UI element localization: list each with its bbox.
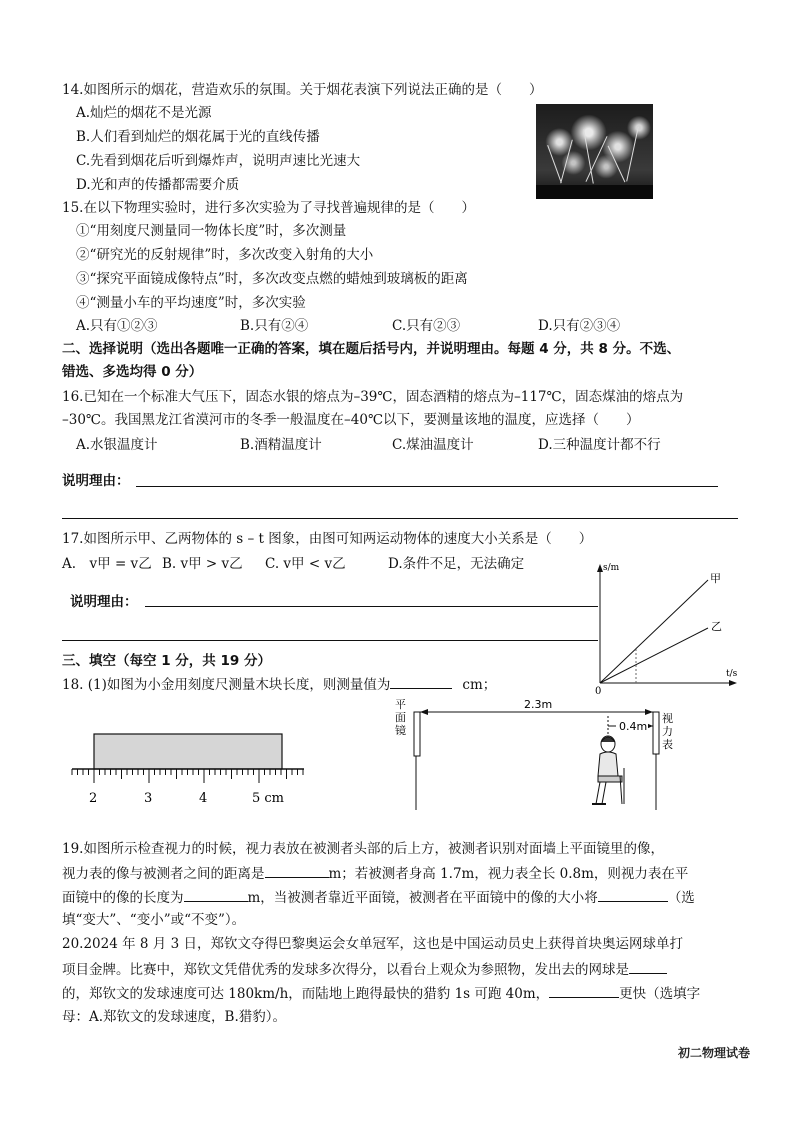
q18-unit: cm；: [462, 677, 497, 693]
q17-option-c: C. v甲 < v乙: [265, 556, 346, 572]
q20-line-2: [62, 960, 667, 979]
q20-line-1: 20.2024 年 8 月 3 日，郑钦文夺得巴黎奥运会女单冠军，这也是中国运动员史上获得首块奥运网球单打: [62, 936, 683, 952]
eye-chart: [653, 712, 659, 754]
q20-line-3a: 的，郑钦文的发球速度可达 180km/h，而陆地上跑得最快的猎豹 1s 可跑 40m，: [62, 986, 550, 1002]
q15-stem: 15.在以下物理实验时，进行多次实验为了寻找普遍规律的是（ ）: [62, 200, 475, 216]
q14-stem: 14.如图所示的烟花，营造欢乐的氛围。关于烟花表演下列说法正确的是（ ）: [62, 82, 543, 98]
q14-option-b: B.人们看到灿烂的烟花属于光的直线传播: [76, 129, 320, 145]
q18-stem: [62, 675, 496, 694]
q17-reason-line-2[interactable]: [62, 640, 598, 641]
q15-option-d: D.只有②③④: [538, 318, 621, 334]
q16-option-c: C.煤油温度计: [392, 437, 474, 453]
st-label-jia: 甲: [710, 572, 721, 585]
q18-answer-blank[interactable]: [390, 675, 452, 689]
q19-line-2a: 视力表的像与被测者之间的距离是: [62, 866, 265, 882]
q16-reason-line-1[interactable]: [136, 486, 718, 487]
mirror-label-1: 平: [395, 698, 406, 711]
section2-heading-cont: 错选、多选均得 0 分）: [62, 364, 203, 380]
q17-reason-line-1[interactable]: [145, 606, 598, 607]
q16-reason-label: 说明理由：: [62, 473, 130, 489]
q15-option-b: B.只有②④: [240, 318, 309, 334]
q19-line-3b: m，当被测者靠近平面镜，被测者在平面镜中的像的大小将: [247, 890, 598, 906]
st-line-jia: [600, 580, 708, 683]
q15-item-3: ③“探究平面镜成像特点”时，多次改变点燃的蜡烛到玻璃板的距离: [76, 271, 468, 287]
q19-line-3c: （选: [667, 890, 695, 906]
seated-person: [592, 736, 624, 804]
q16-option-d: D.三种温度计都不行: [538, 437, 661, 453]
q20-line-3b: 更快（选填字: [619, 986, 701, 1002]
q19-line-4: 填“变大”、“变小”或“不变”）。: [62, 912, 246, 928]
st-graph-x-label: t/s: [726, 669, 738, 679]
ruler-label-3: 3: [144, 791, 153, 806]
q19-line-1: 19.如图所示检查视力的时候，视力表放在被测者头部的后上方，被测者识别对面墙上平面镜里的像，: [62, 841, 664, 857]
mirror-label-3: 镜: [395, 724, 406, 737]
q17-option-a: A. v甲 = v乙: [62, 556, 152, 572]
q17-option-b: B. v甲 > v乙: [162, 556, 243, 572]
mirror-label-2: 面: [395, 711, 406, 724]
st-graph-y-label: s/m: [603, 563, 620, 573]
st-line-yi: [600, 628, 708, 683]
dist-total-arrow-right: [645, 709, 653, 715]
q18-stem-text: 18. (1)如图为小金用刻度尺测量木块长度，则测量值为: [62, 677, 391, 693]
q15-item-2: ②“研究光的反射规律”时，多次改变入射角的大小: [76, 247, 374, 263]
q17-option-d: D.条件不足，无法确定: [388, 556, 525, 572]
plane-mirror: [414, 712, 420, 756]
q16-stem-2: –30℃。我国黑龙江省漠河市的冬季一般温度在–40℃以下，要测量该地的温度，应选择（ ）: [62, 412, 640, 428]
ruler-ticks: [72, 769, 303, 783]
ruler-figure: [66, 728, 316, 810]
section2-heading: 二、选择说明（选出各题唯一正确的答案，填在题后括号内，并说明理由。每题 4 分，共 8 分。不选、: [62, 341, 681, 357]
ruler-label-2: 2: [89, 791, 98, 806]
st-graph-x-arrow: [729, 680, 737, 686]
q20-blank-2[interactable]: [549, 984, 619, 998]
ruler-label-4: 4: [199, 791, 208, 806]
q15-item-1: ①“用刻度尺测量同一物体长度”时，多次测量: [76, 223, 347, 239]
q20-line-3: [62, 984, 700, 1003]
q14-option-c: C.先看到烟花后听到爆炸声，说明声速比光速大: [76, 153, 361, 169]
q19-blank-2[interactable]: [184, 888, 248, 902]
fireworks-photo: [536, 104, 653, 199]
chart-label-1: 视: [662, 712, 673, 725]
chart-label-3: 表: [662, 738, 673, 751]
q19-line-3: [62, 888, 695, 907]
chart-label-2: 力: [662, 725, 673, 738]
vision-figure: [392, 698, 688, 816]
q19-blank-1[interactable]: [265, 864, 329, 878]
q17-stem: 17.如图所示甲、乙两物体的 s – t 图象，由图可知两运动物体的速度大小关系是（ ）: [62, 531, 593, 547]
q16-reason-line-2[interactable]: [62, 518, 738, 519]
dist-total-arrow-left: [420, 709, 428, 715]
st-graph: [588, 558, 748, 696]
q14-option-a: A.灿烂的烟花不是光源: [76, 105, 212, 121]
q15-option-c: C.只有②③: [392, 318, 461, 334]
page-footer: 初二物理试卷: [677, 1046, 750, 1060]
ruler-label-5cm: 5 cm: [252, 791, 285, 806]
chart-label: [662, 712, 677, 751]
q16-option-b: B.酒精温度计: [240, 437, 322, 453]
q16-option-a: A.水银温度计: [76, 437, 158, 453]
q19-line-2: [62, 864, 688, 883]
q16-stem-1: 16.已知在一个标准大气压下，固态水银的熔点为–39℃，固态酒精的熔点为–117℃，固态煤油的熔点为: [62, 389, 684, 405]
q17-reason-label: 说明理由：: [70, 594, 138, 610]
q20-line-4: 母：A.郑钦文的发球速度，B.猎豹）。: [62, 1009, 287, 1025]
q15-item-4: ④“测量小车的平均速度”时，多次实验: [76, 295, 306, 311]
dist-back-label: 0.4m: [619, 720, 648, 733]
q20-line-2a: 项目金牌。比赛中，郑钦文凭借优秀的发球多次得分，以看台上观众为参照物，发出去的网球是: [62, 962, 629, 978]
q19-blank-3[interactable]: [598, 888, 668, 902]
q20-blank-1[interactable]: [629, 960, 667, 974]
q14-option-d: D.光和声的传播都需要介质: [76, 177, 240, 193]
wood-block: [94, 734, 282, 769]
st-label-yi: 乙: [711, 620, 722, 633]
mirror-label: [395, 698, 410, 737]
st-graph-origin: 0: [595, 686, 602, 696]
dist-total-label: 2.3m: [524, 698, 553, 711]
section3-heading: 三、填空（每空 1 分，共 19 分）: [62, 653, 271, 669]
q19-line-2b: m；若被测者身高 1.7m，视力表全长 0.8m，则视力表在平: [328, 866, 689, 882]
q19-line-3a: 面镜中的像的长度为: [62, 890, 184, 906]
q15-option-a: A.只有①②③: [76, 318, 158, 334]
